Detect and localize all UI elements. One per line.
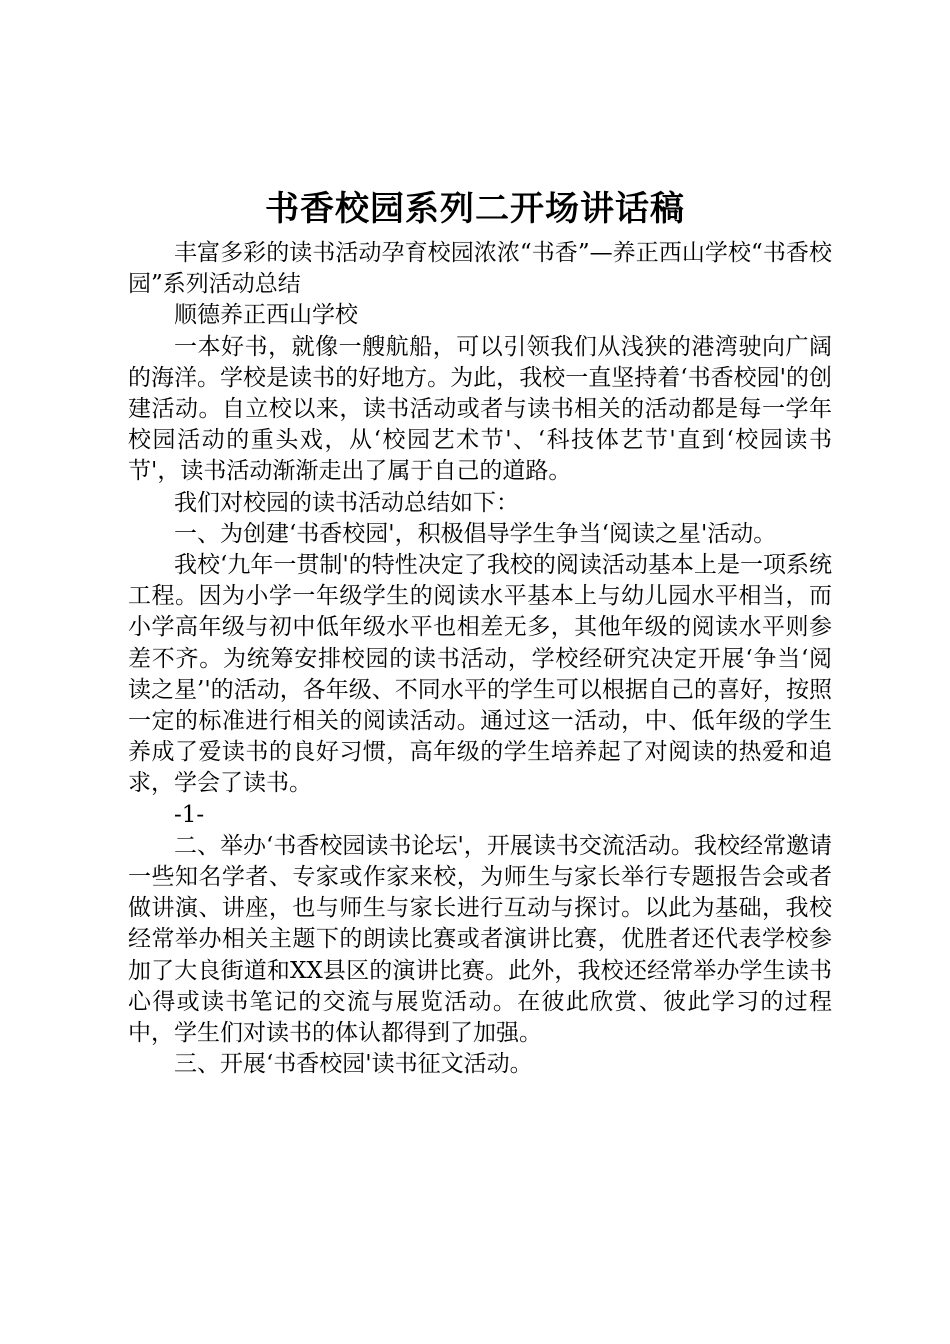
body-paragraph: 一本好书，就像一艘航船，可以引领我们从浅狭的港湾驶向广阔的海洋。学校是读书的好地方。为此，我校一直坚持着‘书香校园'的创建活动。自立校以来，读书活动或者与读书相关的活动都是每一学年校园活动的重头戏，从‘校园艺术节'、‘科技体艺节'直到‘校园读书节'，读书活动渐渐走出了属于自己的道路。 — [128, 333, 832, 485]
body-paragraph: 二、举办‘书香校园读书论坛'，开展读书交流活动。我校经常邀请一些知名学者、专家或作家来校，为师生与家长举行专题报告会或者做讲演、讲座，也与师生与家长进行互动与探讨。以此为基础，我校经常举办相关主题下的朗读比赛或者演讲比赛，优胜者还代表学校参加了大良街道和XX县区的演讲比赛。此外，我校还经常举办学生读书心得或读书笔记的交流与展览活动。在彼此欣赏、彼此学习的过程中，学生们对读书的体认都得到了加强。 — [128, 832, 832, 1047]
document-body — [128, 238, 832, 1080]
section-heading-1: 一、为创建‘书香校园'，积极倡导学生争当‘阅读之星'活动。 — [174, 520, 777, 547]
body-paragraph: 我校‘九年一贯制'的特性决定了我校的阅读活动基本上是一项系统工程。因为小学一年级学生的阅读水平基本上与幼儿园水平相当，而小学高年级与初中低年级水平也相差无多，其他年级的阅读水平则参差不齐。为统筹安排校园的读书活动，学校经研究决定开展‘争当‘阅读之星’'的活动，各年级、不同水平的学生可以根据自己的喜好，按照一定的标准进行相关的阅读活动。通过这一活动，中、低年级的学生养成了爱读书的良好习惯，高年级的学生培养起了对阅读的热爱和追求，学会了读书。 — [128, 552, 832, 797]
body-paragraph: 我们对校园的读书活动总结如下： — [174, 489, 519, 516]
subtitle-paragraph: 丰富多彩的读书活动孕育校园浓浓“书香”—养正西山学校“书香校园”系列活动总结 — [128, 240, 832, 298]
section-heading-3: 三、开展‘书香校园'读书征文活动。 — [174, 1051, 533, 1078]
school-name-paragraph: 顺德养正西山学校 — [174, 302, 358, 329]
page-number: -1- — [174, 801, 205, 828]
document-title: 书香校园系列二开场讲话稿 — [265, 189, 685, 229]
